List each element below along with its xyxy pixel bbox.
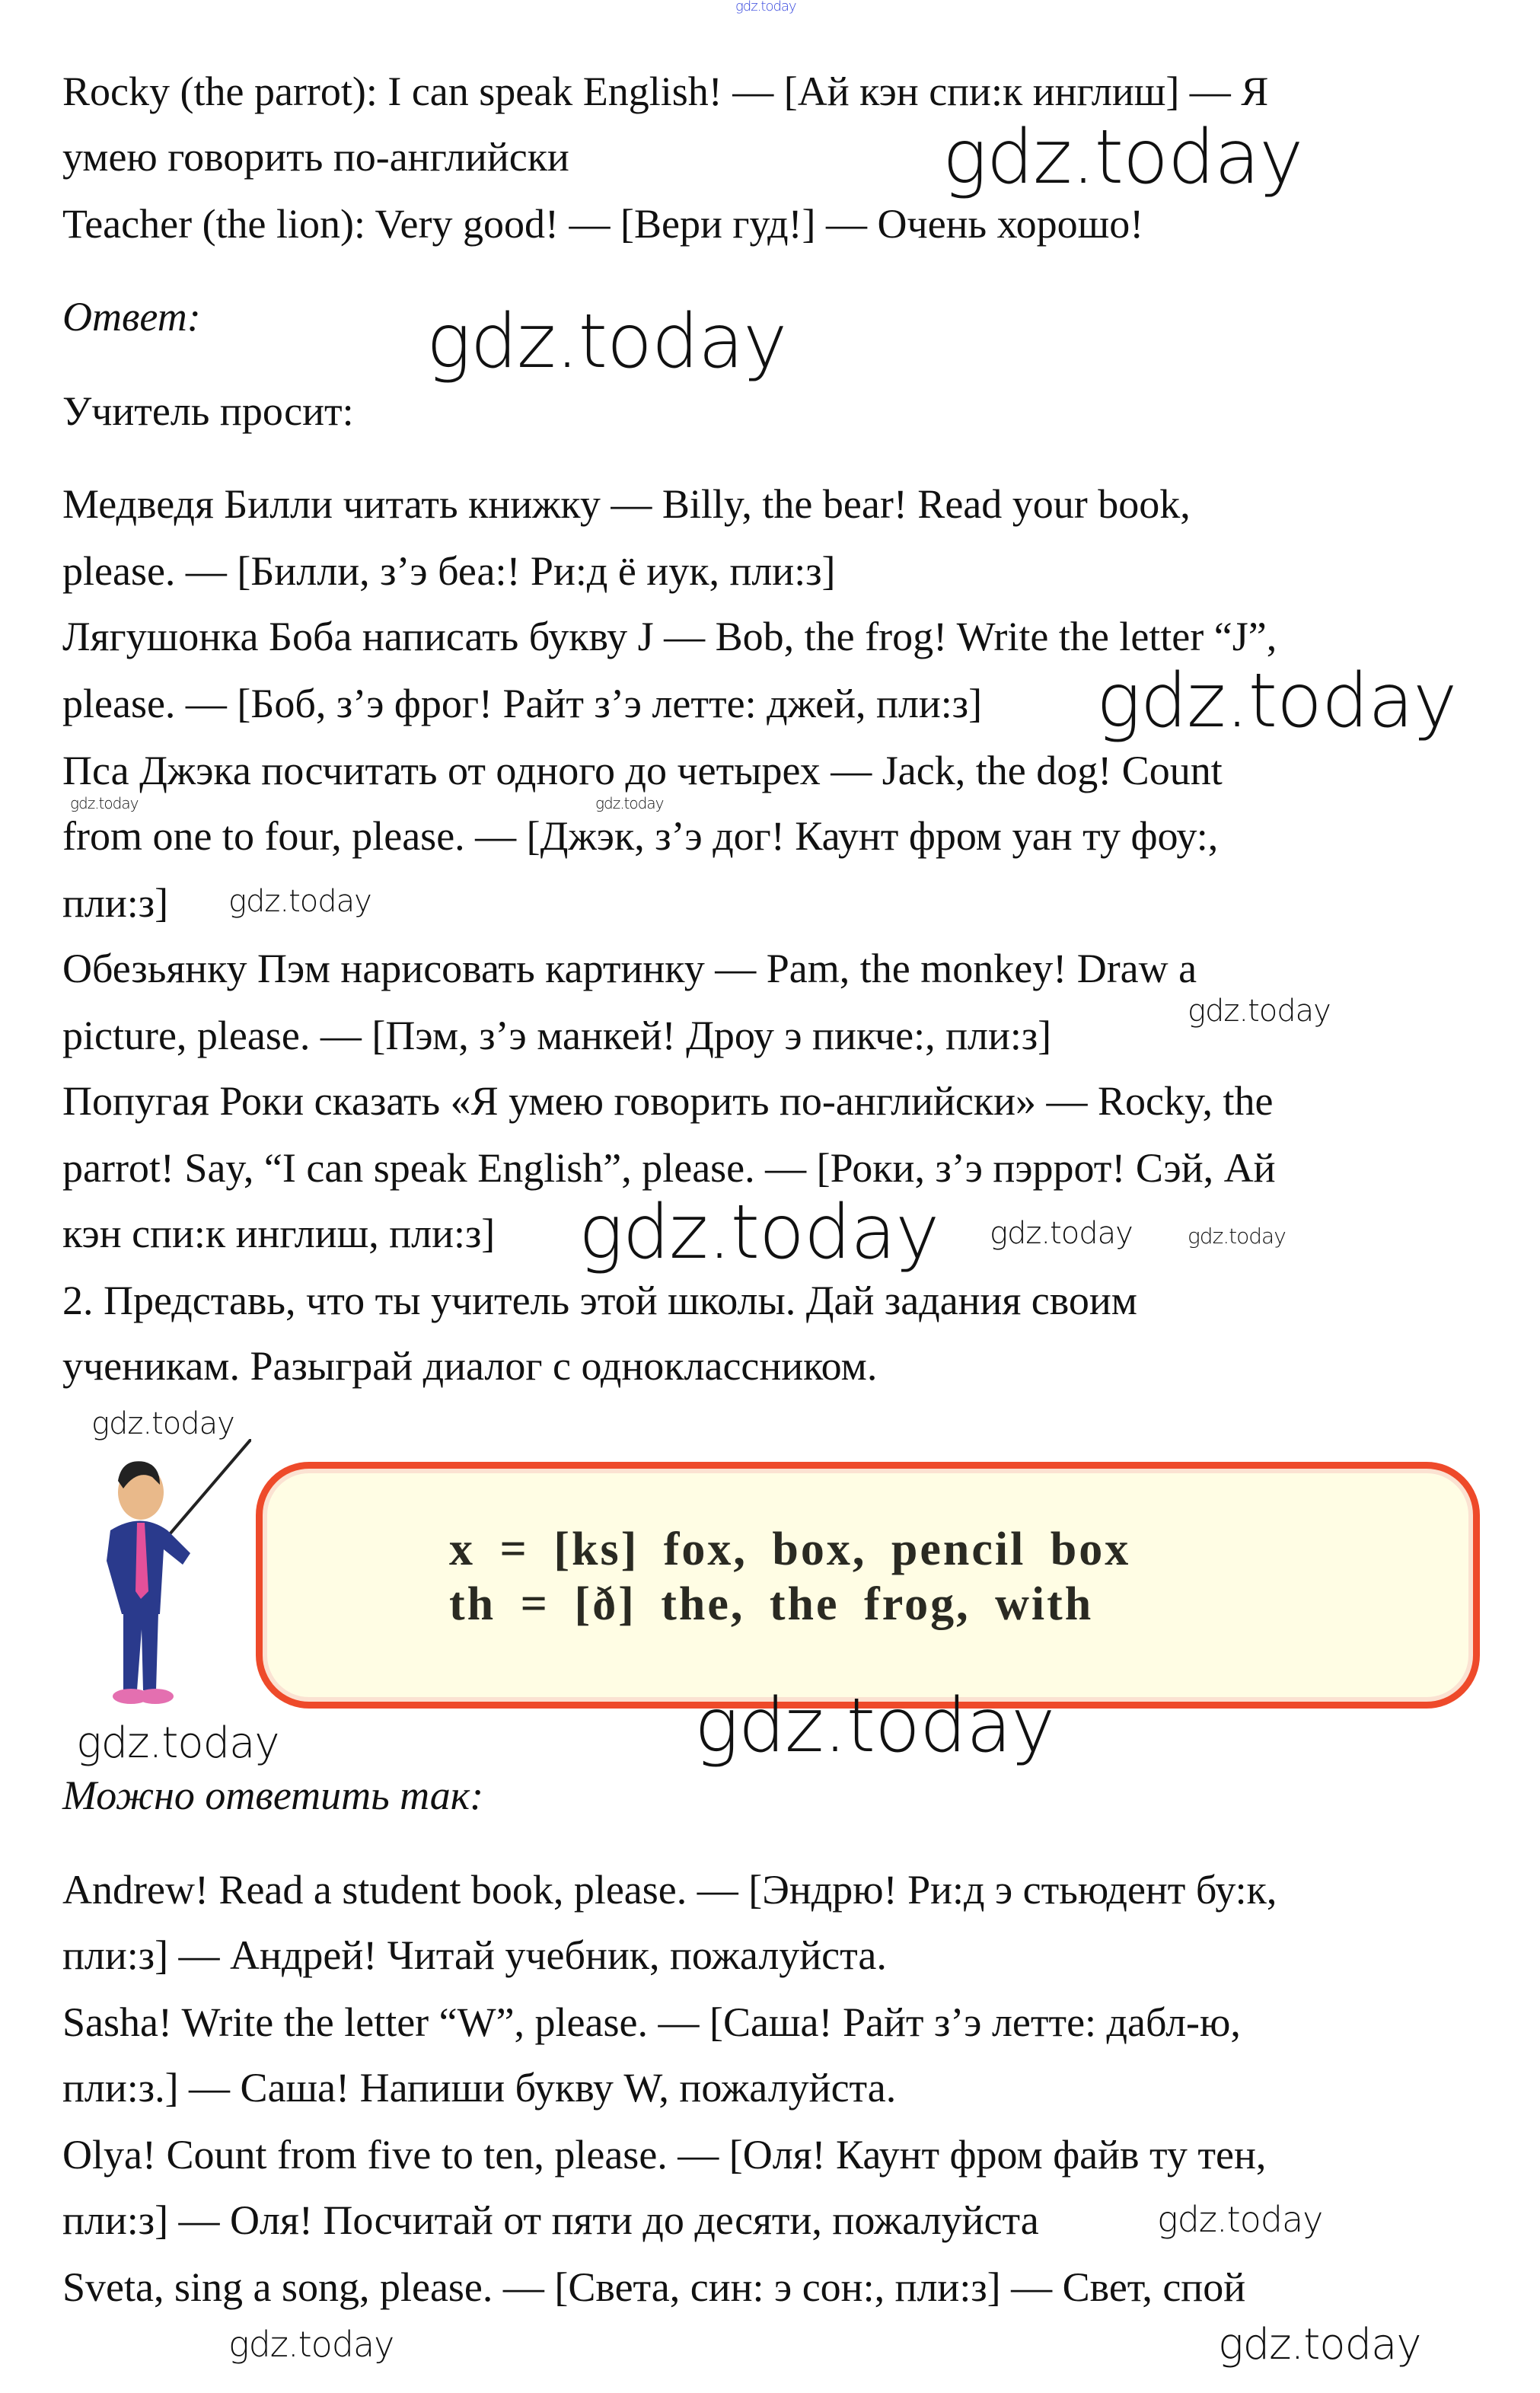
sample-answer-label: Можно ответить так: xyxy=(62,1772,484,1818)
watermark: gdz.today xyxy=(579,1189,939,1276)
watermark: gdz.today xyxy=(91,1406,234,1441)
watermark: gdz.today xyxy=(694,1683,1055,1769)
text-line: пли:з] — Андрей! Читай учебник, пожалуйста. xyxy=(62,1932,887,1978)
watermark: gdz.today xyxy=(1188,994,1331,1029)
text-line: picture, please. — [Пэм, з’э манкей! Дроу э пикче:, пли:з] xyxy=(62,1013,1052,1058)
text-line: from one to four, please. — [Джэк, з’э дог! Каунт фром уан ту фоу:, xyxy=(62,813,1219,859)
text-line: Sveta, sing a song, please. — [Света, син: э сон:, пли:з] — Свет, спой xyxy=(62,2264,1246,2310)
text-line: ученикам. Разыграй диалог с одноклассником. xyxy=(62,1343,878,1389)
watermark: gdz.today xyxy=(1218,2320,1421,2369)
text-line: parrot! Say, “I can speak English”, please. — [Роки, з’э пэррот! Сэй, Ай xyxy=(62,1145,1276,1191)
watermark: gdz.today xyxy=(942,114,1303,201)
watermark: gdz.today xyxy=(70,794,139,812)
watermark: gdz.today xyxy=(228,2324,394,2365)
text-line: Медведя Билли читать книжку — Billy, the bear! Read your book, xyxy=(62,481,1191,527)
text-line: 2. Представь, что ты учитель этой школы. Дай задания своим xyxy=(62,1278,1137,1323)
text-line: Обезьянку Пэм нарисовать картинку — Pam, the monkey! Draw a xyxy=(62,946,1197,991)
text-line: Teacher (the lion): Very good! — [Вери гуд!] — Очень хорошо! xyxy=(62,201,1144,247)
text-line: умею говорить по-английски xyxy=(62,134,569,180)
text-line: пли:з.] — Саша! Напиши букву W, пожалуйста. xyxy=(62,2065,897,2111)
watermark: gdz.today xyxy=(990,1216,1133,1251)
text-line: пли:з] xyxy=(62,880,169,926)
watermark: gdz.today xyxy=(735,0,796,14)
text-line: Пса Джэка посчитать от одного до четырех — Jack, the dog! Count xyxy=(62,748,1223,793)
text-line: Rocky (the parrot): I can speak English! — [Ай кэн спи:к инглиш] — Я xyxy=(62,69,1269,114)
teacher-illustration xyxy=(76,1439,251,1705)
text-line: please. — [Боб, з’э фрог! Райт з’э летте: джей, пли:з] xyxy=(62,681,983,726)
text-line: Andrew! Read a student book, please. — [Эндрю! Ри:д э стьюдент бу:к, xyxy=(62,1867,1277,1913)
answer-label: Ответ: xyxy=(62,294,201,340)
watermark: gdz.today xyxy=(426,298,787,385)
text-line: кэн спи:к инглиш, пли:з] xyxy=(62,1211,496,1256)
phonics-row: th = [ð] the, the frog, with xyxy=(449,1578,1094,1630)
watermark: gdz.today xyxy=(1188,1224,1286,1249)
watermark: gdz.today xyxy=(76,1718,279,1768)
watermark: gdz.today xyxy=(1157,2199,1323,2240)
text-line: пли:з] — Оля! Посчитай от пяти до десяти, пожалуйста xyxy=(62,2197,1039,2243)
text-line: please. — [Билли, з’э беа:! Ри:д ё иук, пли:з] xyxy=(62,548,836,594)
text-line: Учитель просит: xyxy=(62,388,354,434)
watermark: gdz.today xyxy=(228,884,371,919)
text-line: Лягушонка Боба написать букву J — Bob, the frog! Write the letter “J”, xyxy=(62,614,1277,659)
text-line: Sasha! Write the letter “W”, please. — [Саша! Райт з’э лeттe: дабл-ю, xyxy=(62,1999,1241,2045)
phonics-row: x = [ks] fox, box, pencil box xyxy=(449,1524,1131,1575)
text-line: Попугая Роки сказать «Я умею говорить по-английски» — Rocky, the xyxy=(62,1078,1274,1124)
watermark: gdz.today xyxy=(1096,658,1457,745)
text-line: Olya! Count from five to ten, please. — [Оля! Каунт фром файв ту тен, xyxy=(62,2132,1267,2178)
watermark: gdz.today xyxy=(595,794,664,812)
